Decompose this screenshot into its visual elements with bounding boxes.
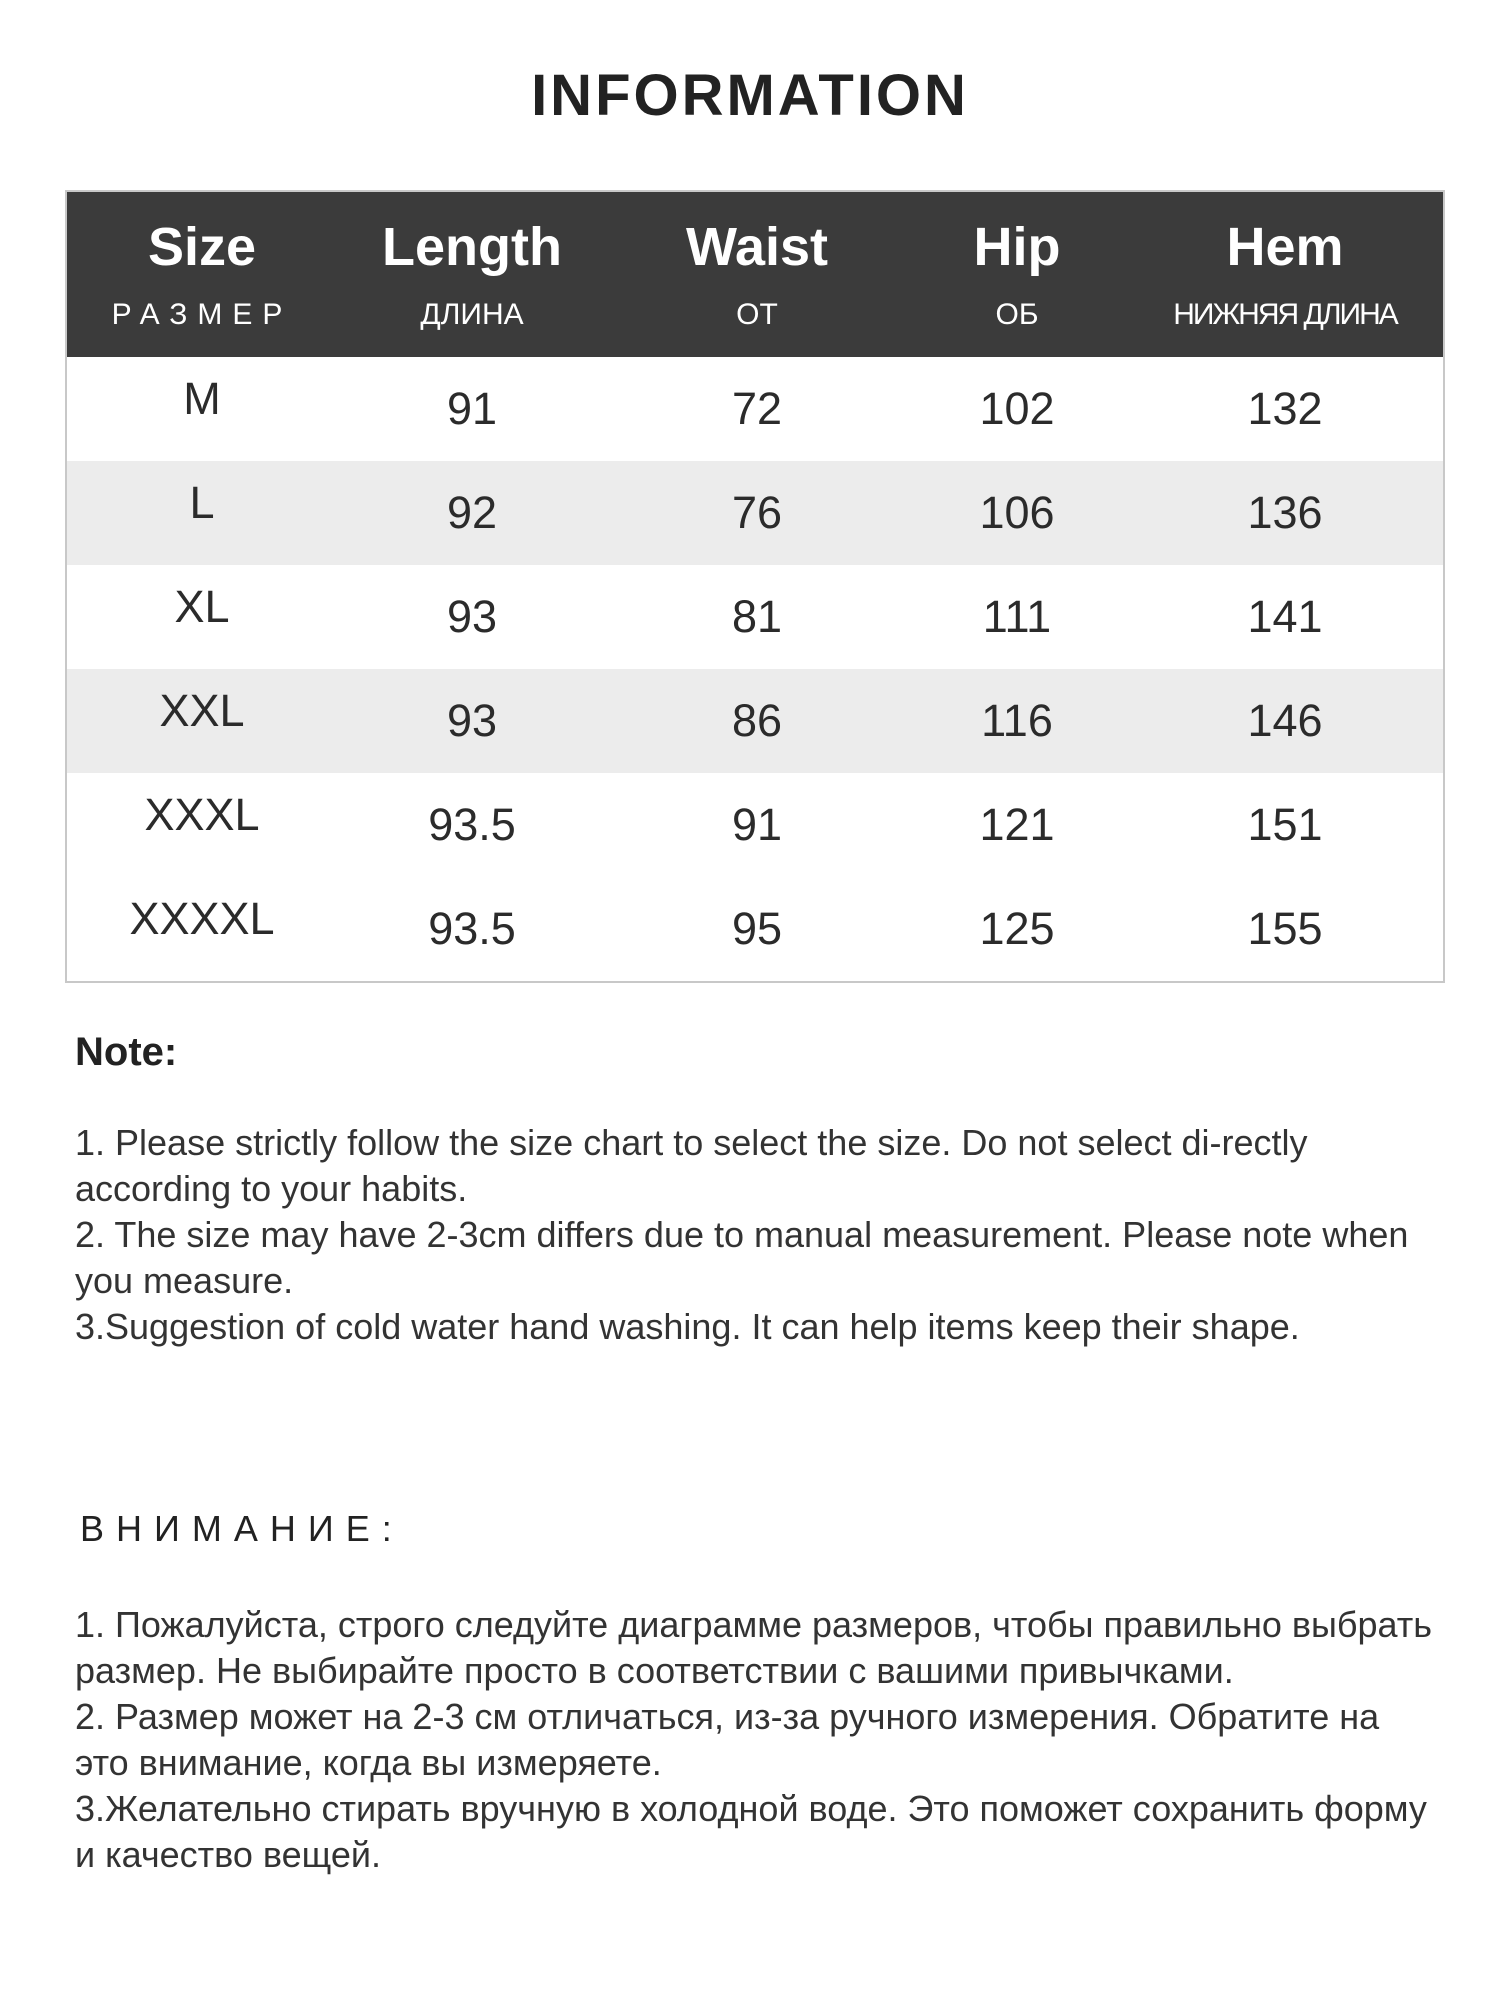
cell-waist: 81 (731, 591, 783, 642)
attention-line: 2. Размер может на 2-3 см отличаться, из-за ручного измерения. Обратите на это внимание, когда вы измеряете. (75, 1696, 1380, 1783)
cell-hem: 141 (1247, 591, 1323, 642)
cell-hip: 111 (982, 591, 1052, 642)
cell-waist: 72 (731, 383, 783, 434)
cell-length: 93 (446, 695, 498, 746)
cell-size: XXXL (144, 789, 260, 840)
cell-waist: 91 (731, 799, 783, 850)
header-hip (907, 192, 1127, 357)
cell-hip: 116 (981, 695, 1053, 746)
attention-body (75, 1602, 1435, 1878)
cell-length: 91 (446, 383, 498, 434)
cell-size: L (189, 477, 215, 528)
note-body (75, 1120, 1415, 1350)
cell-waist: 95 (731, 903, 783, 954)
cell-size: XXXXL (129, 893, 275, 944)
cell-size: M (183, 373, 221, 424)
table-row (67, 669, 1443, 773)
cell-length: 93 (446, 591, 498, 642)
attention-line: 3.Желательно стирать вручную в холодной воде. Это поможет сохранить форму и качество вещей. (75, 1788, 1427, 1875)
size-table (65, 190, 1445, 983)
cell-size: XXL (159, 685, 245, 736)
table-row (67, 877, 1443, 981)
table-header (67, 192, 1443, 357)
cell-waist: 76 (731, 487, 783, 538)
header-length (337, 192, 607, 357)
header-hem (1127, 192, 1443, 357)
table-row (67, 773, 1443, 877)
page-title: INFORMATION (531, 63, 969, 128)
cell-hip: 102 (979, 383, 1055, 434)
header-size (67, 192, 337, 357)
cell-hem: 132 (1247, 383, 1323, 434)
note-line: 3.Suggestion of cold water hand washing. It can help items keep their shape. (75, 1306, 1300, 1347)
header-waist-en: Waist (685, 216, 828, 277)
cell-length: 92 (446, 487, 498, 538)
note-line: 2. The size may have 2-3cm differs due to manual measurement. Please note when you measure. (75, 1214, 1409, 1301)
attention-heading: ВНИМАНИЕ: (80, 1508, 404, 1549)
note-line: 1. Please strictly follow the size chart to select the size. Do not select di-rectly according to your habits. (75, 1122, 1308, 1209)
header-waist-ru: ОТ (736, 297, 778, 331)
cell-length: 93.5 (428, 903, 516, 954)
attention-line: 1. Пожалуйста, строго следуйте диаграмме размеров, чтобы правильно выбрать размер. Не выбирайте просто в соответствии с вашими привычками. (75, 1604, 1433, 1691)
cell-hem: 151 (1247, 799, 1323, 850)
header-hem-en: Hem (1226, 216, 1344, 277)
cell-hip: 106 (979, 487, 1055, 538)
cell-size: XL (174, 581, 230, 632)
header-length-ru: ДЛИНА (420, 297, 524, 331)
header-waist (607, 192, 907, 357)
table-row (67, 565, 1443, 669)
header-size-ru: РАЗМЕР (111, 297, 293, 331)
cell-hem: 146 (1247, 695, 1323, 746)
header-hem-ru: НИЖНЯЯ ДЛИНА (1173, 297, 1397, 331)
header-size-en: Size (147, 216, 257, 277)
cell-length: 93.5 (428, 799, 516, 850)
cell-hem: 155 (1247, 903, 1323, 954)
note-heading: Note: (75, 1030, 178, 1074)
table-row (67, 357, 1443, 461)
cell-hip: 125 (979, 903, 1055, 954)
cell-waist: 86 (731, 695, 783, 746)
table-row (67, 461, 1443, 565)
header-hip-en: Hip (973, 216, 1061, 277)
cell-hip: 121 (979, 799, 1055, 850)
cell-hem: 136 (1247, 487, 1323, 538)
header-length-en: Length (382, 216, 562, 277)
header-hip-ru: ОБ (995, 297, 1039, 331)
